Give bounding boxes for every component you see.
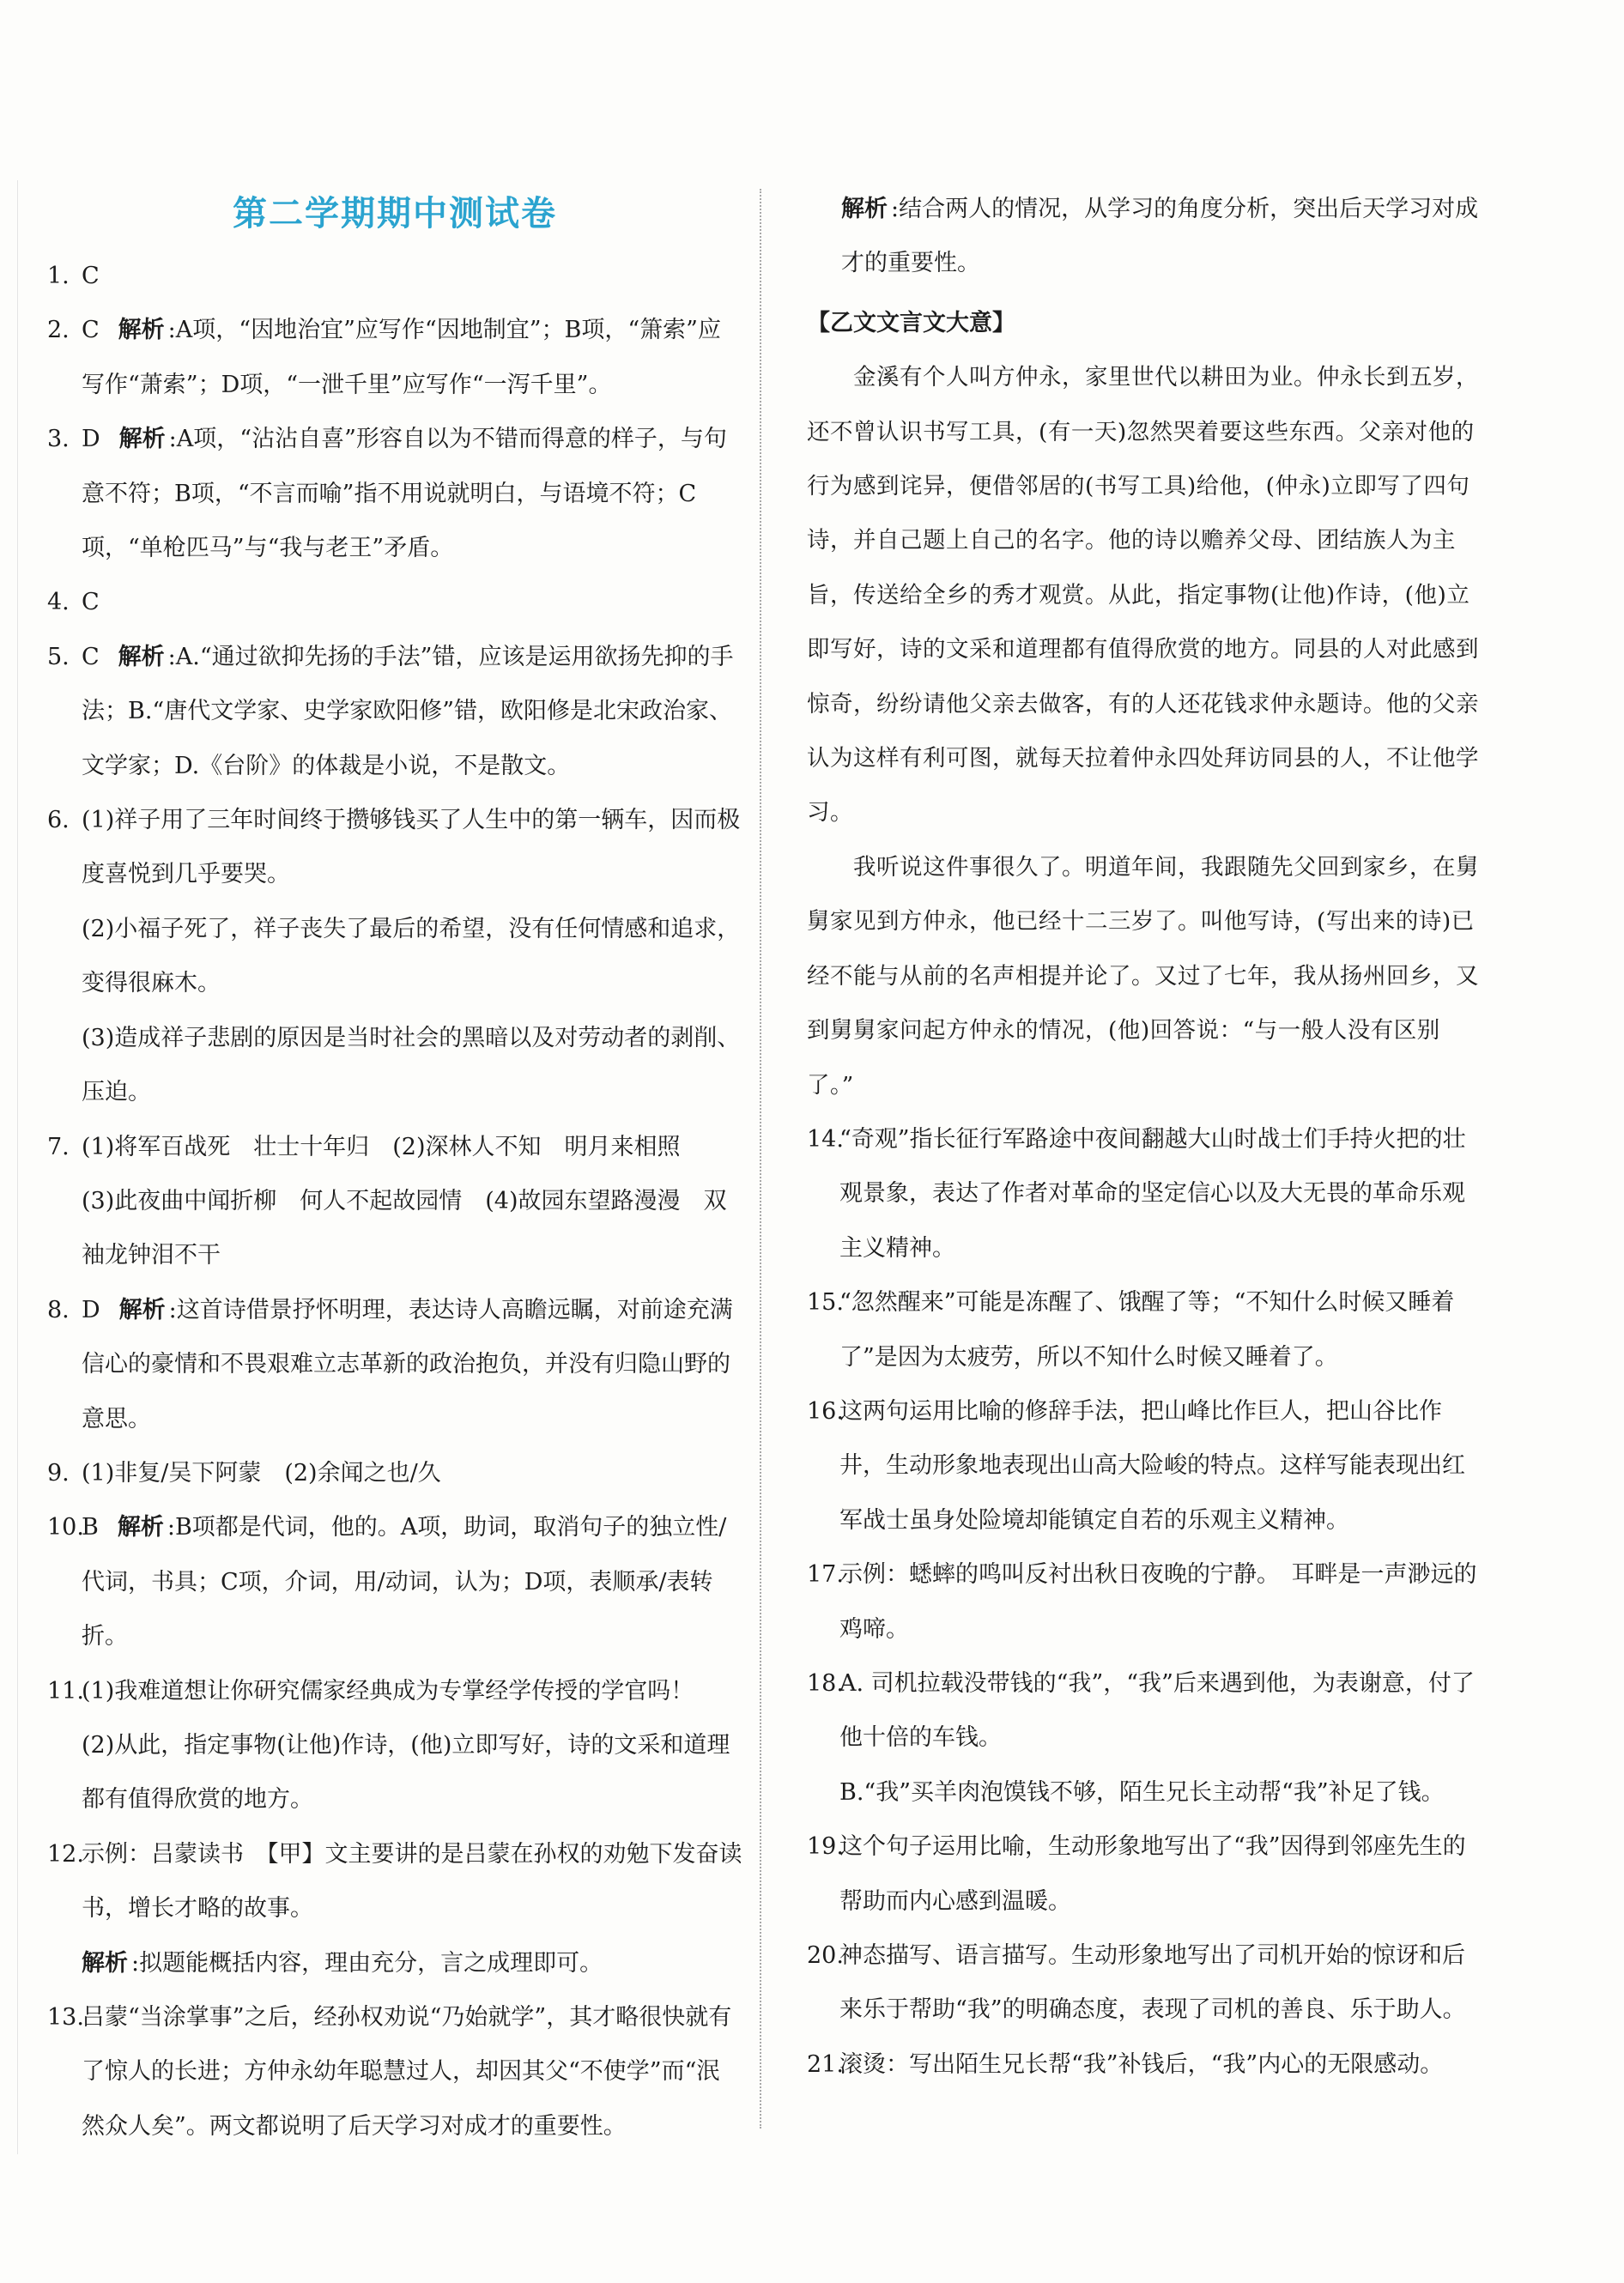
- analysis-text: A项，“沾沾自喜”形容自以为不错而得意的样子，与句意不符；B项，“不言而喻”指不用说就明白，与语境不符；C项，“单枪匹马”与“我与老王”矛盾。: [82, 426, 727, 562]
- analysis-label: 解析: [118, 317, 165, 344]
- item-number: 19.: [807, 1833, 844, 1861]
- analysis: 解析 :A项，“沾沾自喜”形容自以为不错而得意的样子，与句意不符；B项，“不言而喻”指不用说就明白，与语境不符；C项，“单枪匹马”与“我与老王”矛盾。: [82, 426, 727, 562]
- answer-item: [807, 1275, 1481, 1384]
- right-column: [807, 182, 1481, 2092]
- item-number: 21.: [807, 2050, 844, 2078]
- answer-line: 神态描写、语言描写。生动形象地写出了司机开始的惊讶和后来乐于帮助“我”的明确态度，表现了司机的善良、乐于助人。: [839, 1942, 1466, 2024]
- item-number: 10.: [47, 1514, 84, 1541]
- answer-line: 示例：蟋蟀的鸣叫反衬出秋日夜晚的宁静。 耳畔是一声渺远的鸡啼。: [839, 1561, 1477, 1643]
- answer-line: “奇观”指长征行军路途中夜间翻越大山时战士们手持火把的壮观景象，表达了作者对革命的坚定信心以及大无畏的革命乐观主义精神。: [839, 1125, 1466, 1262]
- item-number: 8.: [47, 1296, 70, 1323]
- answer-line: (1)将军百战死 壮士十年归 (2)深林人不知 明月来相照: [82, 1133, 681, 1160]
- yi-translation-heading: 【乙文文言文大意】: [807, 309, 1015, 336]
- answer-item: [807, 2038, 1481, 2092]
- item-number: 2.: [47, 317, 70, 344]
- answer-item: [47, 1827, 742, 1990]
- yi-paragraph-2: 我听说这件事很久了。明道年间，我跟随先父回到家乡，在舅舅家见到方仲永，他已经十二三岁了。叫他写诗，(写出来的诗)已经不能与从前的名声相提并论了。又过了七年，我从扬州回乡，又到舅舅家问起方仲永的情况，(他)回答说：“与一般人没有区别了。”: [807, 853, 1479, 1099]
- item-number: 3.: [47, 426, 70, 453]
- choice-answer: C: [82, 643, 100, 670]
- analysis-text: B项都是代词，他的。A项，助词，取消句子的独立性/代词，书具；C项，介词，用/动词，认为；D项，表顺承/表转折。: [82, 1514, 727, 1650]
- answer-line: A. 司机拉载没带钱的“我”，“我”后来遇到他，为表谢意，付了他十倍的车钱。: [839, 1669, 1475, 1752]
- answer-line: 吕蒙“当涂掌事”之后，经孙权劝说“乃始就学”，其才略很快就有了惊人的长进；方仲永幼年聪慧过人，却因其父“不使学”而“泯然众人矣”。两文都说明了后天学习对成才的重要性。: [82, 2004, 732, 2140]
- answer-item: [807, 1112, 1481, 1275]
- choice-answer: D: [82, 426, 100, 453]
- answer-item: [807, 1820, 1481, 1929]
- page-edge-margin: [0, 180, 18, 2154]
- answer-line: (3)此夜曲中闻折柳 何人不起故园情 (4)故园东望路漫漫 双袖龙钟泪不干: [82, 1187, 727, 1269]
- item-number: 5.: [47, 643, 70, 670]
- answer-line: (3)造成祥子悲剧的原因是当时社会的黑暗以及对劳动者的剥削、压迫。: [82, 1024, 741, 1106]
- analysis: 解析 :拟题能概括内容，理由充分，言之成理即可。: [82, 1949, 603, 1977]
- analysis: 解析 :A项，“因地治宜”应写作“因地制宜”；B项，“箫索”应写作“萧索”；D项，“一泄千里”应写作“一泻千里”。: [82, 317, 721, 398]
- analysis-text: 结合两人的情况，从学习的角度分析，突出后天学习对成才的重要性。: [841, 196, 1479, 277]
- item-number: 11.: [47, 1677, 84, 1705]
- choice-answer: C: [82, 317, 100, 344]
- answer-item: [47, 1120, 742, 1283]
- item-number: 20.: [807, 1942, 844, 1969]
- item-number: 18.: [807, 1669, 844, 1697]
- analysis: 解析 :这首诗借景抒怀明理，表达诗人高瞻远瞩，对前途充满信心的豪情和不畏艰难立志革新的政治抱负，并没有归隐山野的意思。: [82, 1296, 733, 1432]
- item-number: 17.: [807, 1561, 844, 1589]
- answer-item: [807, 1929, 1481, 2038]
- answer-item: [47, 1664, 742, 1827]
- answer-item: [47, 793, 742, 1119]
- answer-item: [807, 1547, 1481, 1656]
- item-number: 7.: [47, 1133, 70, 1160]
- item-number: 14.: [807, 1125, 844, 1153]
- answer-item: [47, 575, 742, 629]
- left-column: [47, 180, 742, 2153]
- choice-answer: B: [82, 1514, 99, 1541]
- answer-item: [47, 1500, 742, 1663]
- item-number: 1.: [47, 263, 70, 289]
- analysis-text: 这首诗借景抒怀明理，表达诗人高瞻远瞩，对前途充满信心的豪情和不畏艰难立志革新的政治抱负，并没有归隐山野的意思。: [82, 1296, 733, 1432]
- analysis-label: 解析: [841, 196, 888, 222]
- answer-item: [47, 1283, 742, 1446]
- item-number: 15.: [807, 1289, 844, 1317]
- item-13-continuation: 解析 :结合两人的情况，从学习的角度分析，突出后天学习对成才的重要性。: [841, 196, 1479, 277]
- column-divider: [760, 189, 761, 2129]
- answer-item: [807, 1384, 1481, 1547]
- analysis-label: 解析: [118, 643, 165, 670]
- analysis-label: 解析: [118, 1296, 166, 1323]
- answer-list-right: [807, 1112, 1481, 2092]
- answer-line: 这两句运用比喻的修辞手法，把山峰比作巨人，把山谷比作井，生动形象地表现出山高大险峻的特点。这样写能表现出红军战士虽身处险境却能镇定自若的乐观主义精神。: [839, 1397, 1465, 1534]
- answer-item: [807, 1656, 1481, 1820]
- answer-line: B.“我”买羊肉泡馍钱不够，陌生兄长主动帮“我”补足了钱。: [839, 1778, 1445, 1806]
- choice-answer: C: [82, 589, 100, 616]
- answer-line: 滚烫：写出陌生兄长帮“我”补钱后，“我”内心的无限感动。: [839, 2050, 1444, 2078]
- item-number: 12.: [47, 1840, 84, 1868]
- item-number: 13.: [47, 2004, 84, 2031]
- answer-line: (1)我难道想让你研究儒家经典成为专掌经学传授的学官吗！: [82, 1677, 694, 1705]
- item-number: 9.: [47, 1459, 70, 1487]
- answer-list-left: [47, 249, 742, 2153]
- answer-line: (2)小福子死了，祥子丧失了最后的希望，没有任何情感和追求，变得很麻木。: [82, 915, 741, 997]
- analysis-label: 解析: [82, 1949, 128, 1977]
- item-number: 16.: [807, 1397, 844, 1425]
- answer-line: 这个句子运用比喻，生动形象地写出了“我”因得到邻座先生的帮助而内心感到温暖。: [839, 1833, 1466, 1915]
- analysis-label: 解析: [117, 1514, 164, 1541]
- answer-item: [47, 1990, 742, 2153]
- item-number: 4.: [47, 589, 70, 616]
- choice-answer: C: [82, 263, 100, 289]
- analysis-text: 拟题能概括内容，理由充分，言之成理即可。: [139, 1949, 603, 1977]
- analysis: 解析 :B项都是代词，他的。A项，助词，取消句子的独立性/代词，书具；C项，介词，用/动词，认为；D项，表顺承/表转折。: [82, 1514, 727, 1650]
- yi-paragraph-1: 金溪有个人叫方仲永，家里世代以耕田为业。仲永长到五岁，还不曾认识书写工具，(有一天)忽然哭着要这些东西。父亲对他的行为感到诧异，便借邻居的(书写工具)给他，(仲永)立即写了四句诗，并自己题上自己的名字。他的诗以赡养父母、团结族人为主旨，传送给全乡的秀才观赏。从此，指定事物(让他)作诗，(他)立即写好，诗的文采和道理都有值得欣赏的地方。同县的人对此感到惊奇，纷纷请他父亲去做客，有的人还花钱求仲永题诗。他的父亲认为这样有利可图，就每天拉着仲永四处拜访同县的人，不让他学习。: [807, 364, 1479, 827]
- answer-line: (1)非复/吴下阿蒙 (2)余闻之也/久: [82, 1459, 441, 1487]
- choice-answer: D: [82, 1296, 100, 1323]
- answer-item: [47, 303, 742, 412]
- answer-line: “忽然醒来”可能是冻醒了、饿醒了等；“不知什么时候又睡着了”是因为太疲劳，所以不知什么时候又睡着了。: [839, 1289, 1455, 1371]
- answer-line: 示例：吕蒙读书 【甲】文主要讲的是吕蒙在孙权的劝勉下发奋读书，增长才略的故事。: [82, 1840, 742, 1923]
- analysis-text: A项，“因地治宜”应写作“因地制宜”；B项，“箫索”应写作“萧索”；D项，“一泄千里”应写作“一泻千里”。: [82, 317, 721, 398]
- item-number: 6.: [47, 807, 70, 834]
- answer-item: [47, 412, 742, 575]
- analysis-text: A.“通过欲抑先扬的手法”错，应该是运用欲扬先抑的手法；B.“唐代文学家、史学家欧阳修”错，欧阳修是北宋政治家、文学家；D.《台阶》的体裁是小说，不是散文。: [82, 643, 734, 779]
- analysis: 解析 :A.“通过欲抑先扬的手法”错，应该是运用欲扬先抑的手法；B.“唐代文学家、史学家欧阳修”错，欧阳修是北宋政治家、文学家；D.《台阶》的体裁是小说，不是散文。: [82, 643, 734, 779]
- page-title: 第二学期期中测试卷: [233, 194, 557, 233]
- answer-line: (2)从此，指定事物(让他)作诗，(他)立即写好，诗的文采和道理都有值得欣赏的地方。: [82, 1731, 730, 1814]
- answer-item: [47, 249, 742, 303]
- answer-item: [47, 1446, 742, 1500]
- answer-item: [47, 630, 742, 793]
- analysis-label: 解析: [118, 426, 166, 453]
- answer-line: (1)祥子用了三年时间终于攒够钱买了人生中的第一辆车，因而极度喜悦到几乎要哭。: [82, 807, 741, 888]
